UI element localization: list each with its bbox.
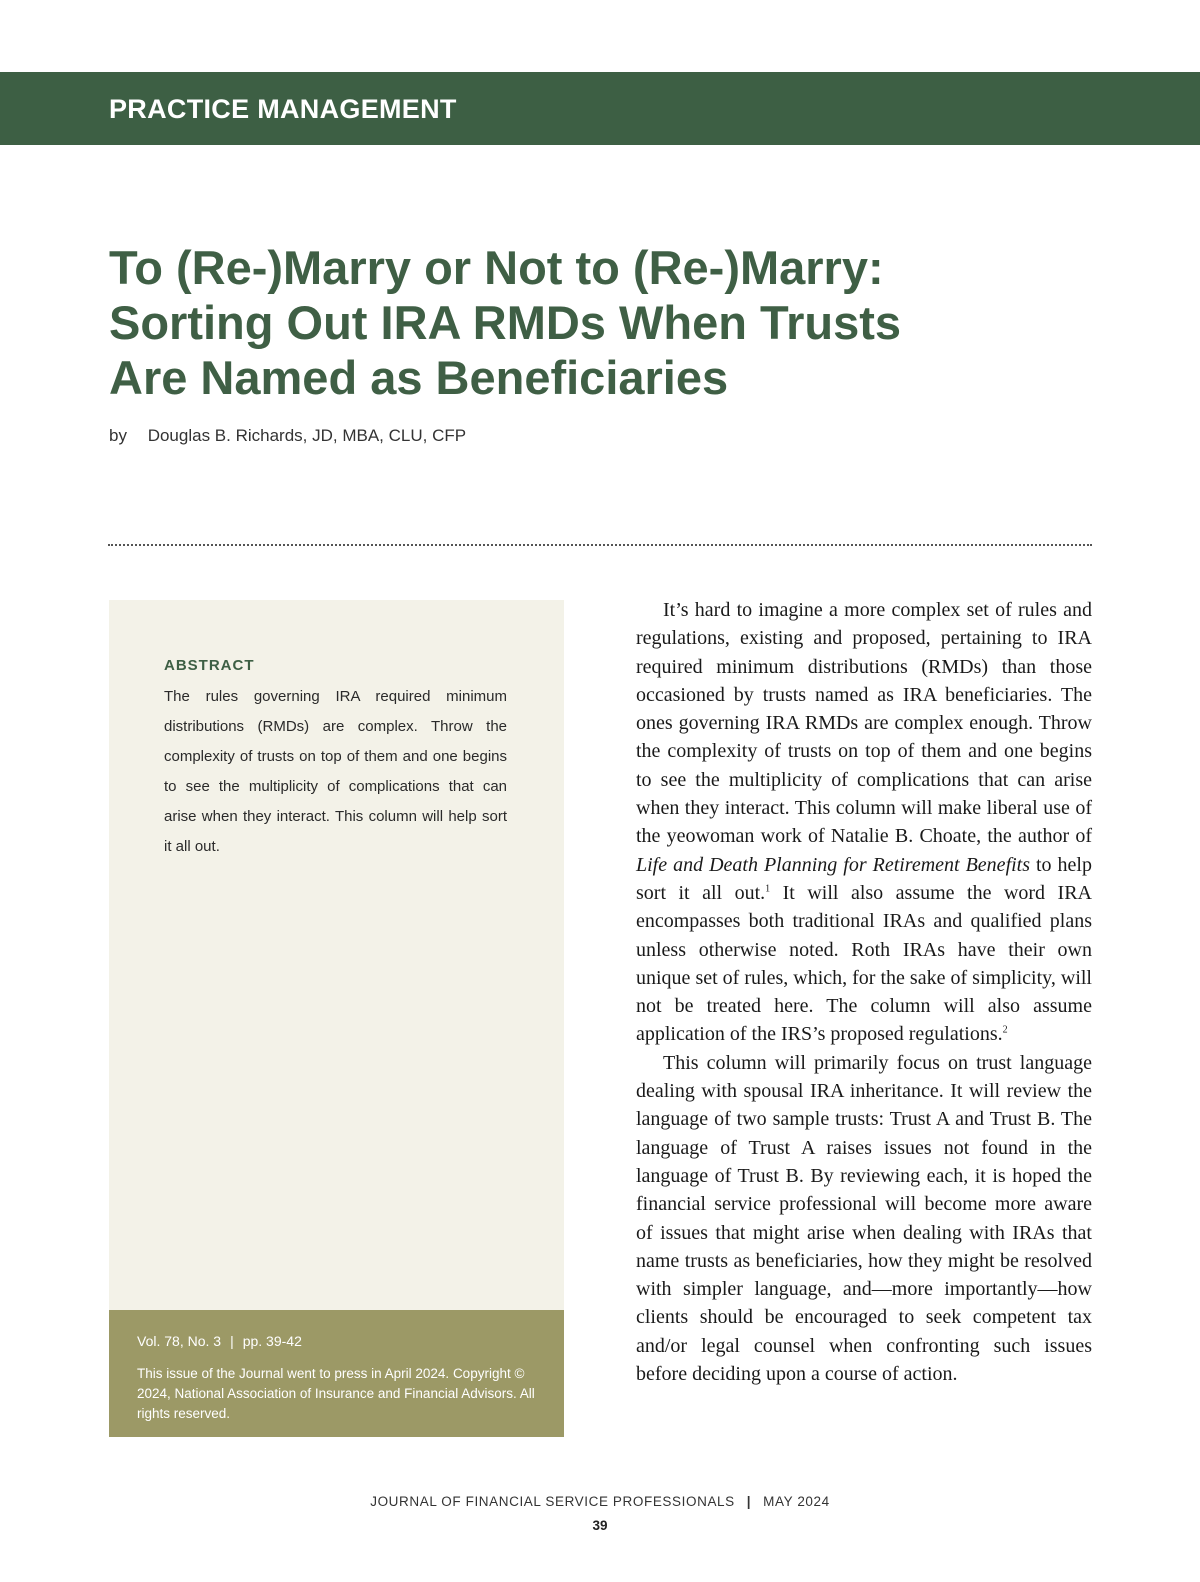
page-range: pp. 39-42 bbox=[242, 1333, 302, 1349]
title-line-1: To (Re-)Marry or Not to (Re-)Marry: bbox=[109, 241, 884, 294]
body-p1-text-a: It’s hard to imagine a more complex set of rules and regulations, existing and proposed, pertaining to IRA required minimum distributions (RMDs) than those occasioned by trusts named as IRA beneficiaries. The ones governing IRA RMDs are complex enough. Throw the complexity of trusts on top of them and one begins to see the multiplicity of complications that can arise when they interact. This column will make liberal use of the yeowoman work of Natalie B. Choate, the author of bbox=[636, 599, 1092, 848]
footnote-ref-1[interactable]: 1 bbox=[765, 883, 771, 895]
journal-name: JOURNAL OF FINANCIAL SERVICE PROFESSIONALS bbox=[370, 1494, 735, 1509]
book-title: Life and Death Planning for Retirement Benefits bbox=[636, 853, 1031, 876]
volume-separator: | bbox=[230, 1333, 234, 1349]
footnote-ref-2[interactable]: 2 bbox=[1002, 1024, 1008, 1036]
body-paragraph-1 bbox=[636, 596, 1092, 1049]
section-label: PRACTICE MANAGEMENT bbox=[109, 94, 457, 124]
article-title bbox=[109, 240, 1009, 405]
abstract-text: The rules governing IRA required minimum distributions (RMDs) are complex. Throw the complexity of trusts on top of them and one begins to see the multiplicity of complications that can arise when they interact. This column will help sort it all out. bbox=[164, 688, 507, 855]
byline-prefix: by bbox=[109, 426, 127, 445]
press-note bbox=[137, 1364, 537, 1424]
section-header-bar bbox=[0, 72, 1200, 145]
copyright-note: Copyright © 2024, National Association of Insurance and Financial Advisors. All rights reserved. bbox=[137, 1366, 535, 1421]
issue-date: MAY 2024 bbox=[763, 1494, 830, 1509]
author-name: Douglas B. Richards, JD, MBA, CLU, CFP bbox=[147, 426, 467, 445]
abstract-heading: ABSTRACT bbox=[164, 657, 255, 674]
dotted-divider bbox=[108, 544, 1092, 546]
body-p1-text-c: It will also assume the word IRA encompasses both traditional IRAs and qualified plans unless otherwise noted. Roth IRAs have their own unique set of rules, which, for the sake of simplicity, will not be treated here. The column will also assume application of the IRS’s proposed regulations. bbox=[636, 881, 1092, 1046]
body-p1-text-b: to help sort it all out. bbox=[636, 853, 1092, 904]
volume-number: Vol. 78, No. 3 bbox=[137, 1333, 222, 1349]
issue-info-box bbox=[109, 1310, 564, 1437]
title-line-2: Sorting Out IRA RMDs When Trusts bbox=[109, 296, 902, 349]
title-line-3: Are Named as Beneficiaries bbox=[109, 351, 729, 404]
byline bbox=[109, 426, 466, 446]
body-paragraph-2: This column will primarily focus on trust language dealing with spousal IRA inheritance. It will review the language of two sample trusts: Trust A and Trust B. The language of Trust A raises issues not found in the language of Trust B. By reviewing each, it is hoped the financial service professional will become more aware of issues that might arise when dealing with IRAs that name trusts as beneficiaries, how they might be resolved with simpler language, and—more importantly—how clients should be encouraged to seek competent tax and/or legal counsel when confronting such issues before deciding upon a course of action. bbox=[636, 1051, 1092, 1386]
article-body bbox=[636, 596, 1092, 1388]
volume-line bbox=[137, 1333, 302, 1349]
page-number: 39 bbox=[592, 1518, 608, 1533]
abstract-box bbox=[109, 600, 564, 1310]
footer-separator: | bbox=[746, 1494, 752, 1509]
press-date-note: This issue of the Journal went to press in April 2024. bbox=[137, 1366, 450, 1381]
page-footer bbox=[0, 1494, 1200, 1509]
